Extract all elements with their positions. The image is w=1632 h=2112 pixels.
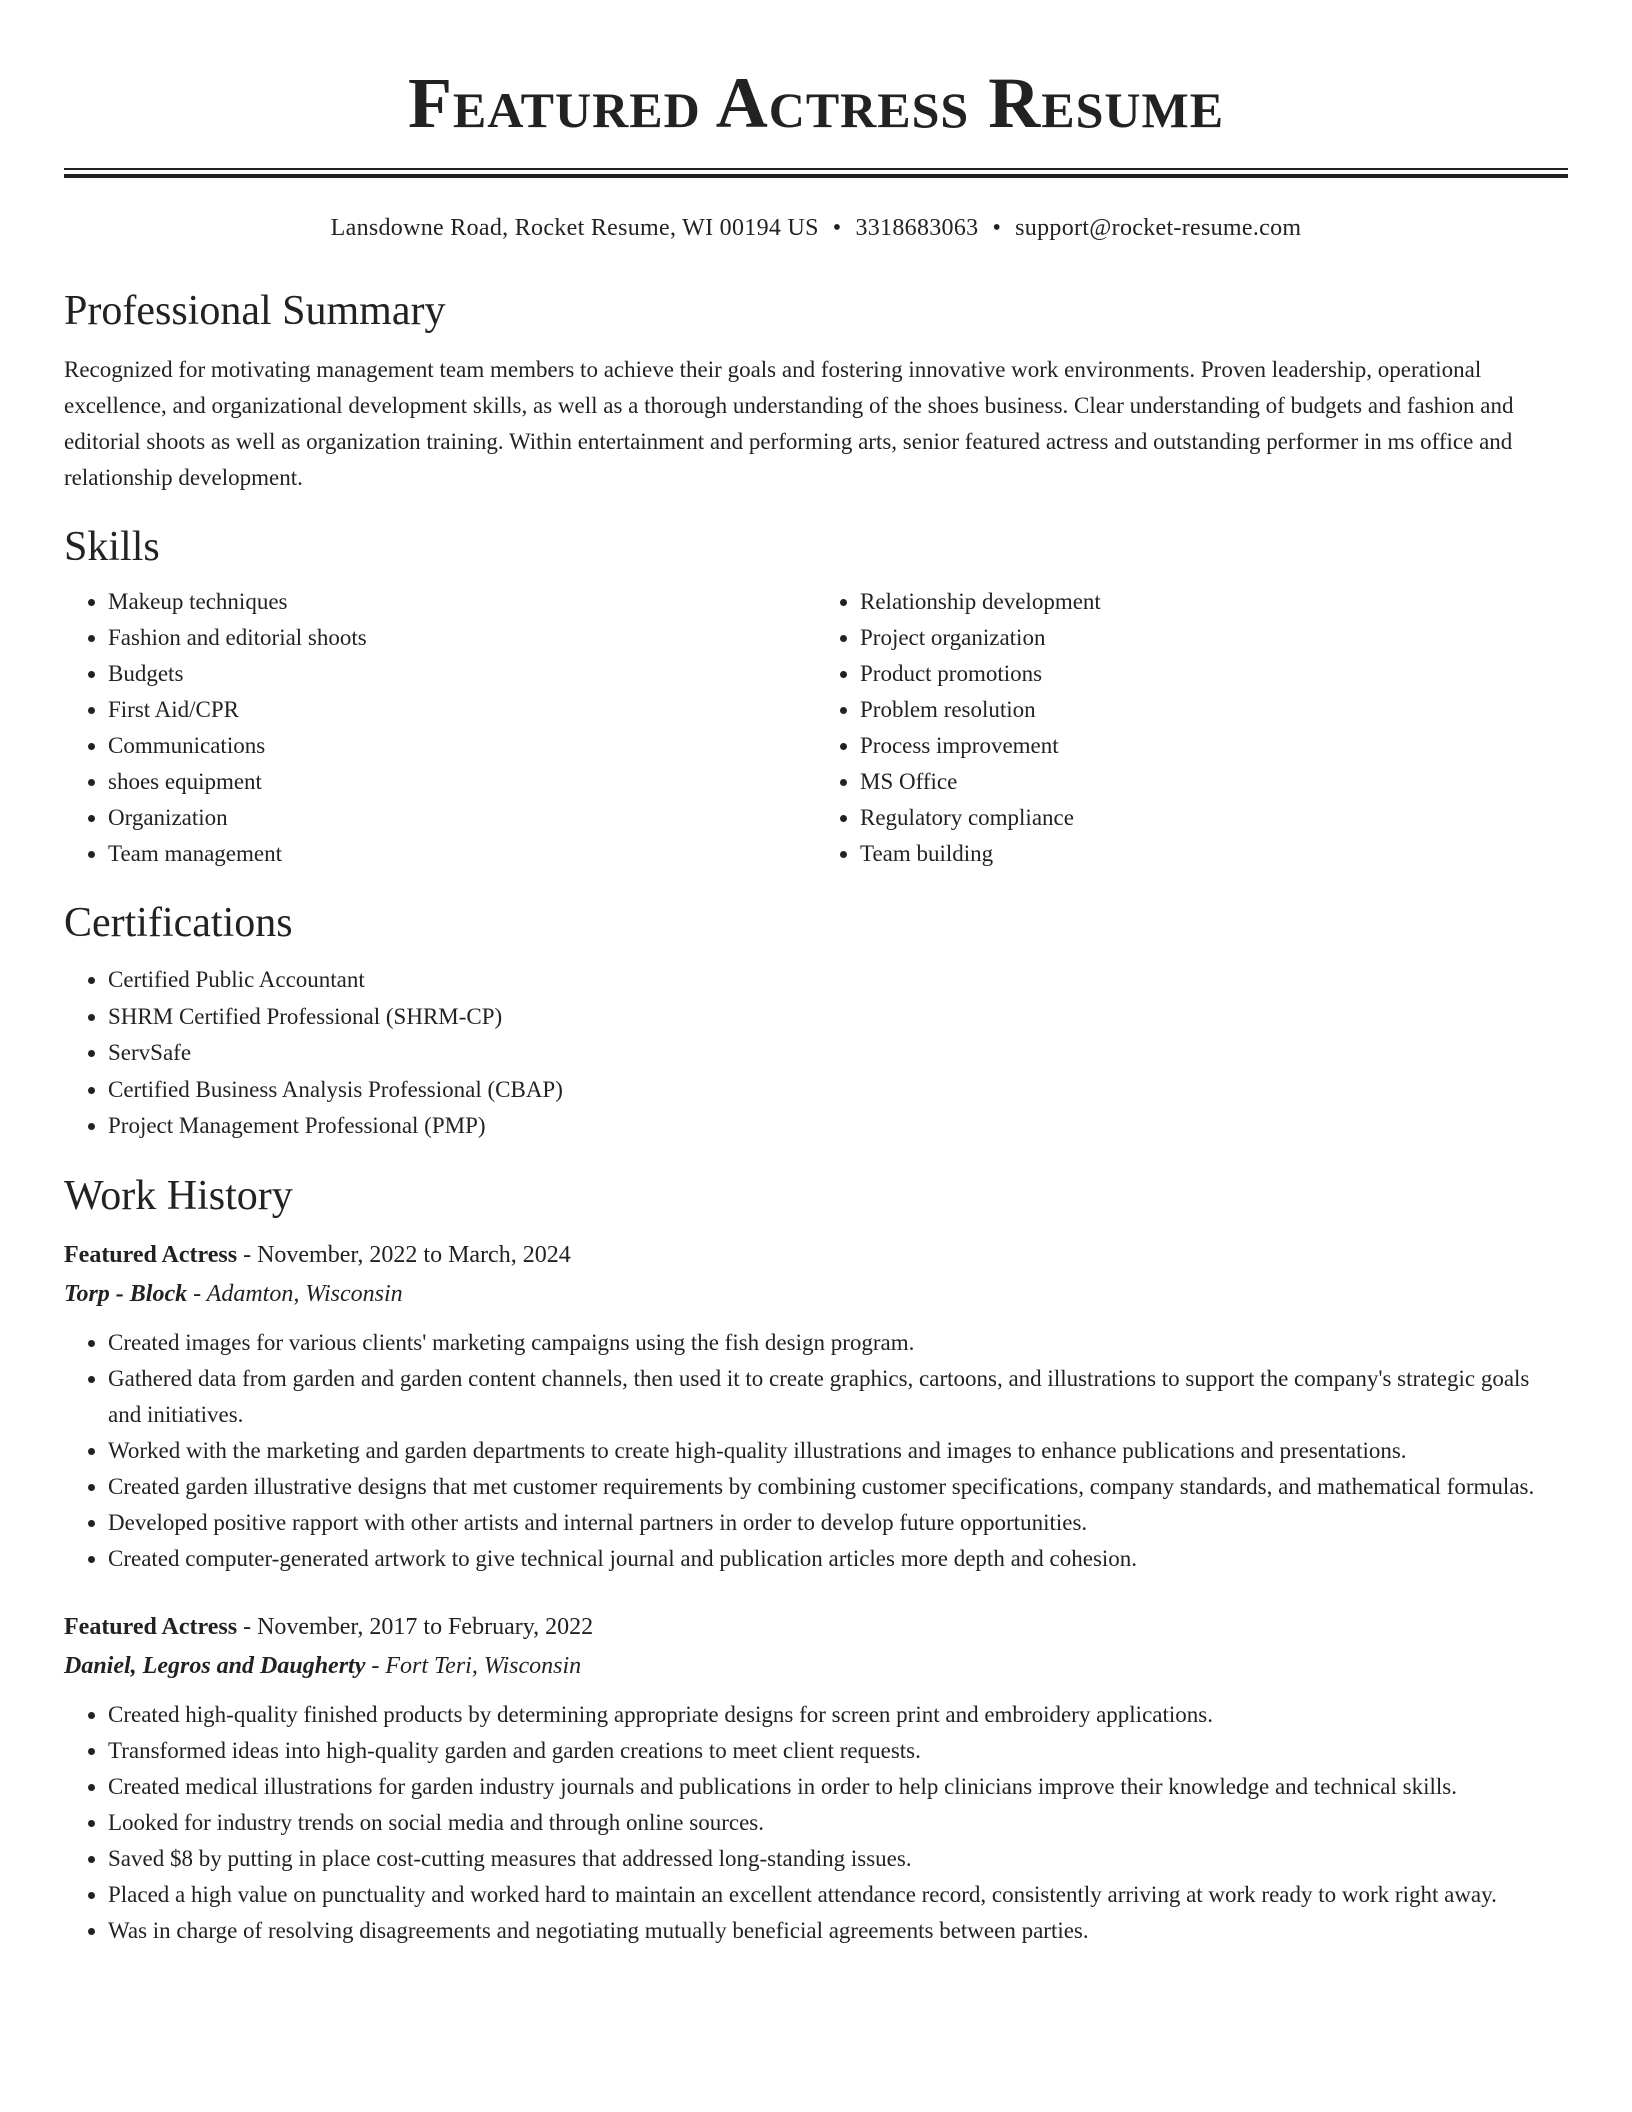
skills-column-right [816,584,1568,872]
certification-item: • Certified Business Analysis Professional (CBAP) [108,1072,1568,1109]
job-company-line [64,1647,1568,1685]
duty-item: • Saved $8 by putting in place cost-cutting measures that addressed long-standing issues. [108,1841,1568,1877]
summary-text: Recognized for motivating management team members to achieve their goals and fostering innovative work environments. Proven leadership, operational excellence, and organizational development skills, as well as a thorough understanding of the shoes business. Clear understanding of budgets and fashion and editorial shoots as well as organization training. Within entertainment and performing arts, senior featured actress and outstanding performer in ms office and relationship development. [64,357,1514,490]
contact-info [64,212,1568,244]
duty-item: • Placed a high value on punctuality and worked hard to maintain an excellent attendance record, consistently arriving at work ready to work right away. [108,1877,1568,1913]
skill-item: • Communications [108,728,816,764]
skill-item: • Team building [860,836,1568,872]
contact-separator: • [992,215,1002,241]
job-duties [64,1325,1568,1577]
job-entry [64,1607,1568,1949]
skills-list [64,584,1568,872]
skill-item: • Makeup techniques [108,584,816,620]
job-title-line [64,1235,1568,1275]
duty-item: • Created high-quality finished products by determining appropriate designs for screen print and embroidery applications. [108,1697,1568,1733]
certifications-list [64,962,1568,1145]
skill-item: • MS Office [860,764,1568,800]
duty-item: • Created images for various clients' marketing campaigns using the fish design program. [108,1325,1568,1361]
skills-heading: Skills [64,524,160,570]
work-history-heading: Work History [64,1172,293,1219]
skill-item: • Product promotions [860,656,1568,692]
skills-column-left [64,584,816,872]
duty-item: • Worked with the marketing and garden departments to create high-quality illustrations and images to enhance publications and presentations. [108,1433,1568,1469]
certification-item: • Certified Public Accountant [108,962,1568,999]
certification-item: • SHRM Certified Professional (SHRM-CP) [108,999,1568,1036]
job-location: - Adamton, Wisconsin [187,1280,403,1307]
duty-item: • Created garden illustrative designs that met customer requirements by combining customer specifications, company standards, and mathematical formulas. [108,1469,1568,1505]
job-title-line [64,1607,1568,1647]
contact-email: support@rocket-resume.com [1015,215,1302,241]
contact-phone: 3318683063 [855,215,979,241]
certification-item: • Project Management Professional (PMP) [108,1108,1568,1145]
duty-item: • Developed positive rapport with other artists and internal partners in order to develop future opportunities. [108,1505,1568,1541]
skill-item: • First Aid/CPR [108,692,816,728]
skill-item: • shoes equipment [108,764,816,800]
duty-item: • Gathered data from garden and garden content channels, then used it to create graphics, cartoons, and illustrations to support the company's strategic goals and initiatives. [108,1361,1568,1433]
contact-address: Lansdowne Road, Rocket Resume, WI 00194 US [330,215,819,241]
job-duties [64,1697,1568,1949]
certifications-heading: Certifications [64,900,293,946]
skill-item: • Organization [108,800,816,836]
resume-title: Featured Actress Resume [407,63,1225,143]
job-title: Featured Actress [64,1241,238,1268]
job-entry [64,1235,1568,1577]
duty-item: • Created computer-generated artwork to give technical journal and publication articles more depth and cohesion. [108,1541,1568,1577]
summary-heading: Professional Summary [64,288,446,334]
job-location: - Fort Teri, Wisconsin [365,1652,582,1679]
skill-item: • Budgets [108,656,816,692]
job-dates: - November, 2022 to March, 2024 [237,1241,571,1268]
duty-item: • Created medical illustrations for garden industry journals and publications in order to help clinicians improve their knowledge and technical skills. [108,1769,1568,1805]
skill-item: • Team management [108,836,816,872]
contact-separator: • [832,215,842,241]
job-company-line [64,1275,1568,1313]
skill-item: • Project organization [860,620,1568,656]
title-divider-thick [64,174,1568,178]
duty-item: • Transformed ideas into high-quality garden and garden creations to meet client requests. [108,1733,1568,1769]
job-title: Featured Actress [64,1613,238,1640]
skill-item: • Process improvement [860,728,1568,764]
job-company: Torp - Block [64,1280,188,1307]
certification-item: • ServSafe [108,1035,1568,1072]
duty-item: • Looked for industry trends on social media and through online sources. [108,1805,1568,1841]
job-company: Daniel, Legros and Daugherty [64,1652,366,1679]
skill-item: • Fashion and editorial shoots [108,620,816,656]
skill-item: • Regulatory compliance [860,800,1568,836]
job-dates: - November, 2017 to February, 2022 [237,1613,594,1640]
duty-item: • Was in charge of resolving disagreements and negotiating mutually beneficial agreements between parties. [108,1913,1568,1949]
skill-item: • Relationship development [860,584,1568,620]
skill-item: • Problem resolution [860,692,1568,728]
title-divider-thin [64,168,1568,170]
